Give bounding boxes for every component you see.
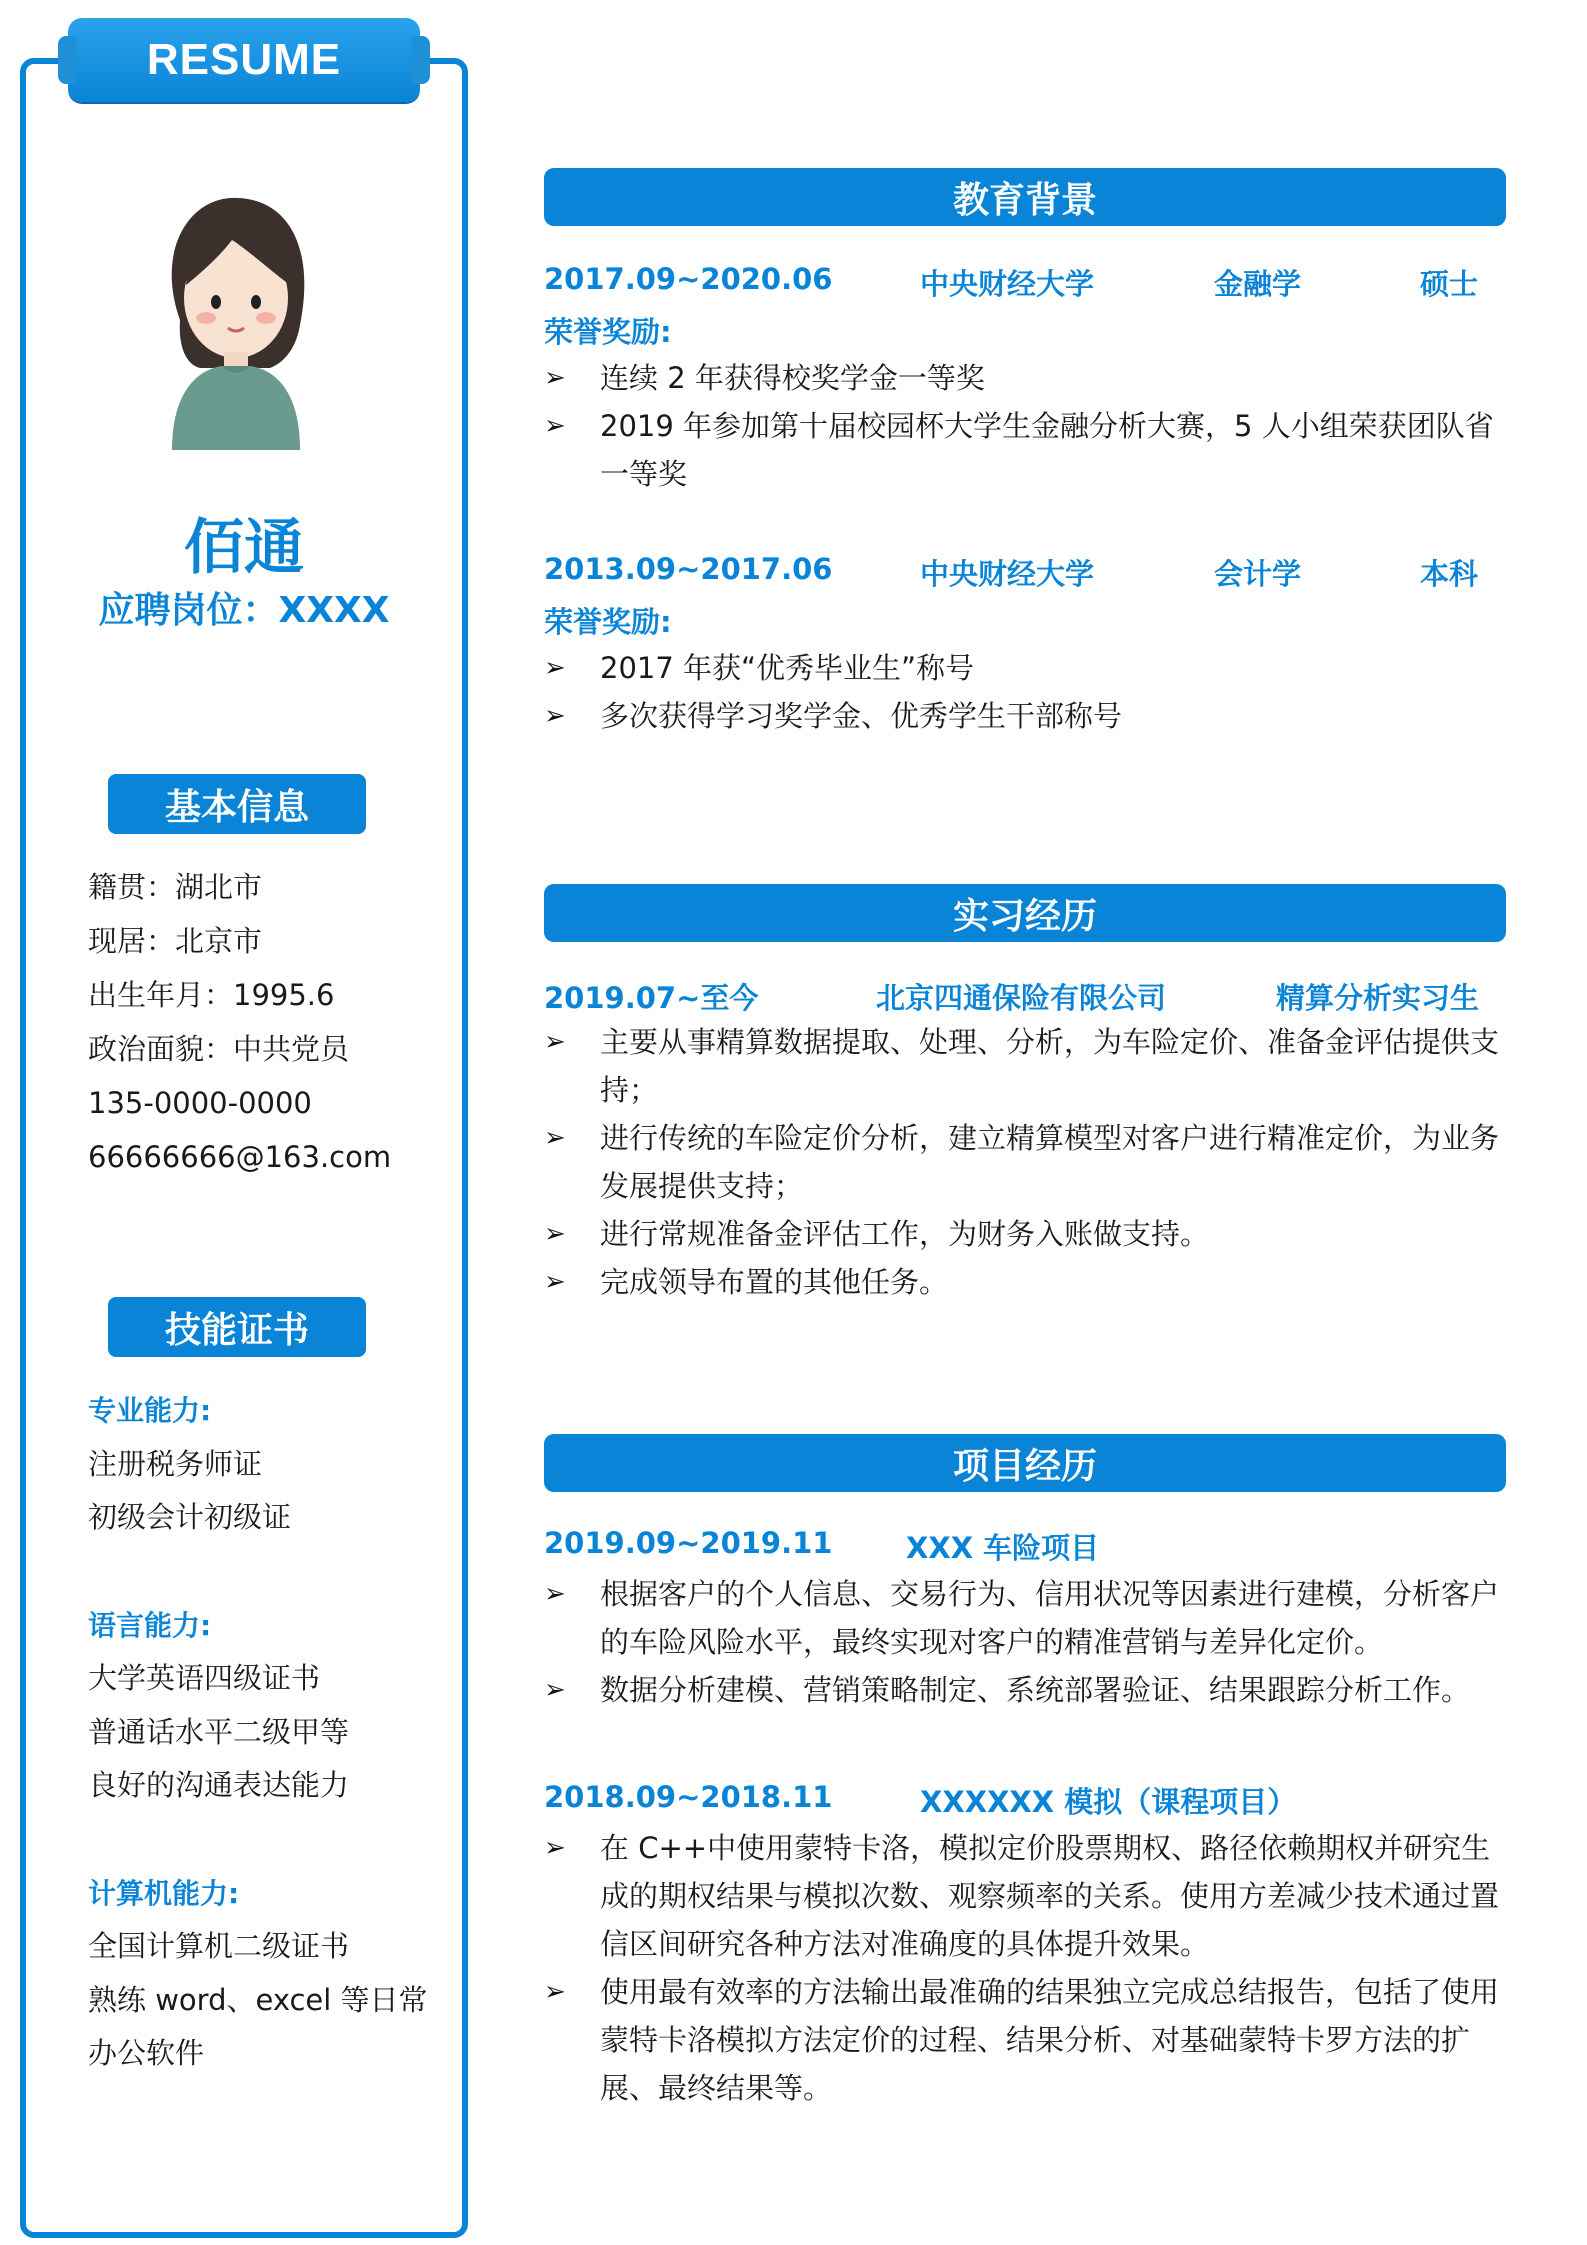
intern-period: 2019.07~至今 [544, 981, 759, 1015]
list-item: ➢ 完成领导布置的其他任务。 [544, 1258, 1506, 1306]
phone: 135-0000-0000 [88, 1086, 312, 1120]
list-item: ➢ 主要从事精算数据提取、处理、分析，为车险定价、准备金评估提供支持； [544, 1018, 1506, 1114]
skill-item: 办公软件 [88, 2036, 205, 2070]
skill-item: 良好的沟通表达能力 [88, 1768, 350, 1802]
list-item: ➢ 根据客户的个人信息、交易行为、信用状况等因素进行建模，分析客户的车险风险水平，最终实现对客户的精准营销与差异化定价。 [544, 1570, 1506, 1666]
edu-period: 2017.09~2020.06 [544, 262, 833, 296]
skill-item: 全国计算机二级证书 [88, 1929, 350, 1963]
arrow-bullet-icon: ➢ [544, 411, 566, 441]
project-period: 2019.09~2019.11 [544, 1526, 833, 1560]
education-heading: 教育背景 [544, 168, 1506, 226]
basic-info-list [88, 860, 391, 1184]
project-header [544, 1526, 1506, 1574]
list-item: ➢ 进行传统的车险定价分析，建立精算模型对客户进行精准定价，为业务发展提供支持； [544, 1114, 1506, 1210]
basic-info-heading: 基本信息 [108, 774, 366, 834]
project-bullets [544, 1824, 1506, 2112]
residence: 现居：北京市 [88, 924, 263, 958]
email: 66666666@163.com [88, 1140, 392, 1174]
avatar [150, 190, 320, 450]
arrow-bullet-icon: ➢ [544, 363, 566, 393]
arrow-bullet-icon: ➢ [544, 1267, 566, 1297]
arrow-bullet-icon: ➢ [544, 1675, 566, 1705]
list-item: ➢ 在 C++中使用蒙特卡洛，模拟定价股票期权、路径依赖期权并研究生成的期权结果与模拟次数、观察频率的关系。使用方差减少技术通过置信区间研究各种方法对准确度的具体提升效果。 [544, 1824, 1506, 1968]
edu-major: 会计学 [1214, 557, 1302, 591]
skill-category: 专业能力: [88, 1394, 212, 1427]
skills-list [88, 1384, 448, 2081]
projects-heading: 项目经历 [544, 1434, 1506, 1492]
arrow-bullet-icon: ➢ [544, 701, 566, 731]
intern-role: 精算分析实习生 [1276, 981, 1480, 1015]
education-bullets [544, 354, 1506, 498]
project-name: XXXXXX 模拟（课程项目） [920, 1785, 1297, 1819]
skill-item: 大学英语四级证书 [88, 1661, 321, 1695]
list-item: ➢ 数据分析建模、营销策略制定、系统部署验证、结果跟踪分析工作。 [544, 1666, 1506, 1714]
political-status: 政治面貌：中共党员 [88, 1032, 350, 1066]
list-item: ➢ 多次获得学习奖学金、优秀学生干部称号 [544, 692, 1506, 740]
list-item: ➢ 使用最有效率的方法输出最准确的结果独立完成总结报告，包括了使用蒙特卡洛模拟方法定价的过程、结果分析、对基础蒙特卡罗方法的扩展、最终结果等。 [544, 1968, 1506, 2112]
edu-degree: 硕士 [1420, 267, 1479, 301]
project-period: 2018.09~2018.11 [544, 1780, 833, 1814]
education-entry-header [544, 552, 1506, 600]
intern-company: 北京四通保险有限公司 [876, 981, 1167, 1015]
internship-heading: 实习经历 [544, 884, 1506, 942]
applied-position [20, 582, 468, 633]
position-value: XXXX [278, 590, 390, 631]
internship-bullets [544, 1018, 1506, 1306]
hometown: 籍贯：湖北市 [88, 870, 263, 904]
arrow-bullet-icon: ➢ [544, 1833, 566, 1863]
list-item: ➢ 2019 年参加第十届校园杯大学生金融分析大赛，5 人小组荣获团队省一等奖 [544, 402, 1506, 498]
position-label: 应聘岗位： [98, 590, 279, 631]
edu-school: 中央财经大学 [920, 557, 1095, 591]
list-item: ➢ 2017 年获“优秀毕业生”称号 [544, 644, 1506, 692]
skill-item: 熟练 word、excel 等日常 [88, 1982, 428, 2017]
skill-item: 注册税务师证 [88, 1446, 263, 1481]
arrow-bullet-icon: ➢ [544, 1123, 566, 1153]
arrow-bullet-icon: ➢ [544, 1027, 566, 1057]
arrow-bullet-icon: ➢ [544, 653, 566, 683]
list-item: ➢ 进行常规准备金评估工作，为财务入账做支持。 [544, 1210, 1506, 1258]
edu-period: 2013.09~2017.06 [544, 552, 833, 586]
edu-school: 中央财经大学 [920, 267, 1095, 301]
skill-category: 计算机能力: [88, 1876, 240, 1910]
project-header [544, 1780, 1506, 1828]
edu-major: 金融学 [1214, 267, 1302, 301]
internship-header [544, 976, 1506, 1024]
honor-label: 荣誉奖励: [544, 605, 672, 639]
education-entry-header [544, 262, 1506, 310]
honor-label: 荣誉奖励: [544, 315, 672, 349]
project-bullets [544, 1570, 1506, 1714]
list-item: ➢ 连续 2 年获得校奖学金一等奖 [544, 354, 1506, 402]
skills-heading: 技能证书 [108, 1297, 366, 1357]
arrow-bullet-icon: ➢ [544, 1219, 566, 1249]
candidate-name: 佰通 [184, 513, 304, 583]
skill-item: 初级会计初级证 [88, 1500, 292, 1534]
edu-degree: 本科 [1420, 557, 1479, 591]
skill-item: 普通话水平二级甲等 [88, 1714, 350, 1749]
education-bullets [544, 644, 1506, 740]
project-name: XXX 车险项目 [906, 1531, 1100, 1565]
birth-date: 出生年月：1995.6 [88, 978, 335, 1012]
arrow-bullet-icon: ➢ [544, 1579, 566, 1609]
resume-banner: RESUME [68, 18, 420, 102]
arrow-bullet-icon: ➢ [544, 1977, 566, 2007]
skill-category: 语言能力: [88, 1608, 212, 1642]
